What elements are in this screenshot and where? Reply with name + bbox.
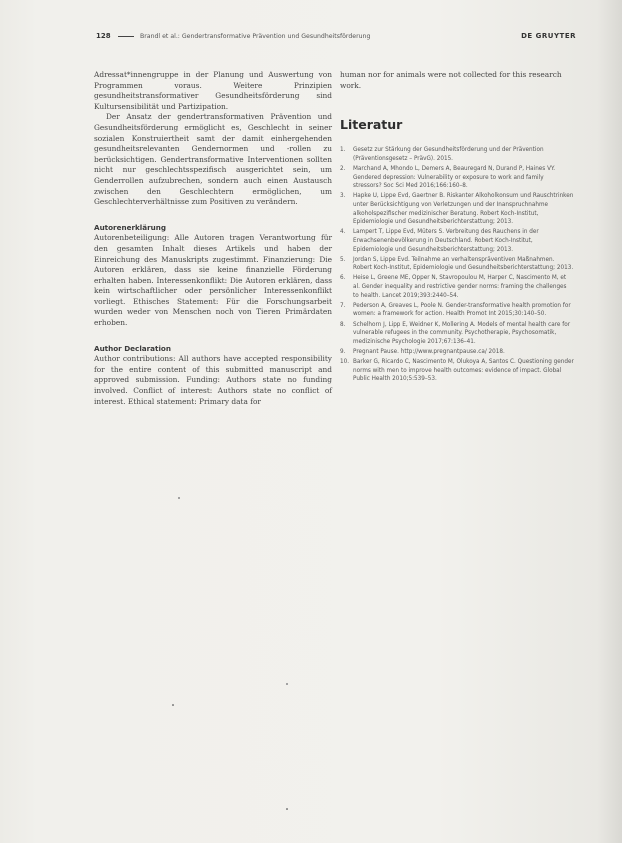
reference-item <box>340 256 574 273</box>
declaration-text-en: Author contributions: All authors have accepted responsibility for the entire content of this submitted manuscript and approved submission. Funding: Authors state no funding involved. Conflict of interest: Authors state no conflict of interest. Ethical statement: Primary data for <box>94 354 332 406</box>
reference-item <box>340 146 574 163</box>
body-paragraph-2: Der Ansatz der gendertransformativen Prävention und Gesundheitsförderung ermöglicht es, Geschlecht in seiner sozialen Konstruiertheit samt der damit einhergehenden gesundheitsrelevanten Gendernormen und -rollen zu berücksichtigen. Gendertransformative Interventionen sollten nicht nur geschlechtsspezifisch ausgerichtet sein, um Genderrollen aufzubrechen, sondern auch einen Austausch zwischen den Geschlechtern ermöglichen, um Geschlechterverhältnisse zum Positiven zu verändern. <box>94 112 332 207</box>
scan-speck <box>178 497 180 499</box>
scan-speck <box>286 808 288 810</box>
header-rule <box>118 36 134 37</box>
reference-item <box>340 358 574 384</box>
reference-text: Pederson A, Greaves L, Poole N. Gender-transformative health promotion for women: a framework for action. Health Promot Int 2015;30:140–50. <box>353 302 571 318</box>
reference-item <box>340 274 574 300</box>
scan-speck <box>172 704 174 706</box>
reference-text: Schelhorn J, Lipp E, Weidner K, Mollering A. Models of mental health care for vulnerable refugees in the community. Psychotherapie, Psychosomatik, medizinische Psychologie 2017;67:136–41. <box>353 321 571 345</box>
reference-number: 10. <box>340 359 350 366</box>
declaration-heading-en: Author Declaration <box>94 343 171 353</box>
reference-item <box>340 165 574 191</box>
reference-item <box>340 192 574 226</box>
reference-text: Marchand A, Mhondo L, Demers A, Beauregard N, Durand P, Haines VY. Gendered depression: Vulnerability or exposure to work and family stressors? Soc Sci Med 2016;166:160–8. <box>353 165 556 190</box>
reference-item <box>340 321 574 347</box>
left-column <box>94 70 332 407</box>
reference-text: Pregnant Pause. http://www.pregnantpause.ca/ 2018. <box>353 349 505 355</box>
declaration-heading-de: Autorenerklärung <box>94 222 167 232</box>
scan-speck <box>286 683 288 685</box>
reference-text: Hapke U, Lippe Evd, Gaertner B. Riskanter Alkoholkonsum und Rauschtrinken unter Berücksichtigung von Verletzungen und der Inanspruchnahme alkoholspezifischer medizinischer Beratung. Robert Koch-Institut, Epidemiologie und Gesundheitsberichterstattung; 2013. <box>353 193 574 226</box>
reference-number: 2. <box>340 165 346 172</box>
running-header <box>96 30 576 44</box>
reference-item <box>340 348 574 357</box>
reference-number: 9. <box>340 349 346 355</box>
reference-text: Barker G, Ricardo C, Nascimento M, Olukoya A, Santos C. Questioning gender norms with men to improve health outcomes: evidence of impact. Global Public Health 2010;5:539–53. <box>353 359 574 383</box>
reference-text: Gesetz zur Stärkung der Gesundheitsförderung und der Prävention (Präventionsgesetz – PrävG). 2015. <box>353 147 544 162</box>
running-head: Brandl et al.: Gendertransformative Prävention und Gesundheitsförderung <box>140 33 371 40</box>
reference-text: Lampert T, Lippe Evd, Müters S. Verbreitung des Rauchens in der Erwachsenenbevölkerung in Deutschland. Robert Koch-Institut, Epidemiologie und Gesundheitsberichterstattung; 2013. <box>353 229 539 253</box>
reference-number: 5. <box>340 256 346 263</box>
publisher-logo: DE GRUYTER <box>521 32 576 40</box>
reference-number: 4. <box>340 229 346 236</box>
right-column <box>340 70 574 386</box>
reference-number: 1. <box>340 147 346 154</box>
reference-list <box>340 146 574 384</box>
reference-number: 8. <box>340 321 346 328</box>
references-heading: Literatur <box>340 117 403 133</box>
reference-number: 6. <box>340 275 346 282</box>
continuation-text: human nor for animals were not collected for this research work. <box>340 70 562 90</box>
reference-item <box>340 302 574 319</box>
declaration-text-de: Autorenbeteiligung: Alle Autoren tragen Verantwortung für den gesamten Inhalt dieses Artikels und haben der Einreichung des Manuskripts zugestimmt. Finanzierung: Die Autoren erklären, dass sie keine finanzielle Förderung erhalten haben. Interessenkonflikt: Die Autoren erklären, dass kein wirtschaftlicher oder persönlicher Interessenkonflikt vorliegt. Ethisches Statement: Für die Forschungsarbeit wurden weder von Menschen noch von Tieren Primärdaten erhoben. <box>94 233 332 328</box>
reference-text: Jordan S, Lippe Evd. Teilnahme an verhaltenspräventiven Maßnahmen. Robert Koch-Institut, Epidemiologie und Gesundheitsberichterstattung; 2013. <box>353 256 574 272</box>
page-number: 128 <box>96 32 111 40</box>
reference-text: Heise L, Greene ME, Opper N, Stavropoulou M, Harper C, Nascimento M, et al. Gender inequality and restrictive gender norms: framing the challenges to health. Lancet 2019;393:2440–54. <box>353 275 567 299</box>
reference-item <box>340 228 574 254</box>
body-paragraph-1: Adressat*innengruppe in der Planung und Auswertung von Programmen voraus. Weitere Prinzipien gesundheitstransformativer Gesundheitsförderung sind Kultursensibilität und Partizipation. <box>94 70 332 111</box>
reference-number: 7. <box>340 302 346 309</box>
reference-number: 3. <box>340 193 346 200</box>
